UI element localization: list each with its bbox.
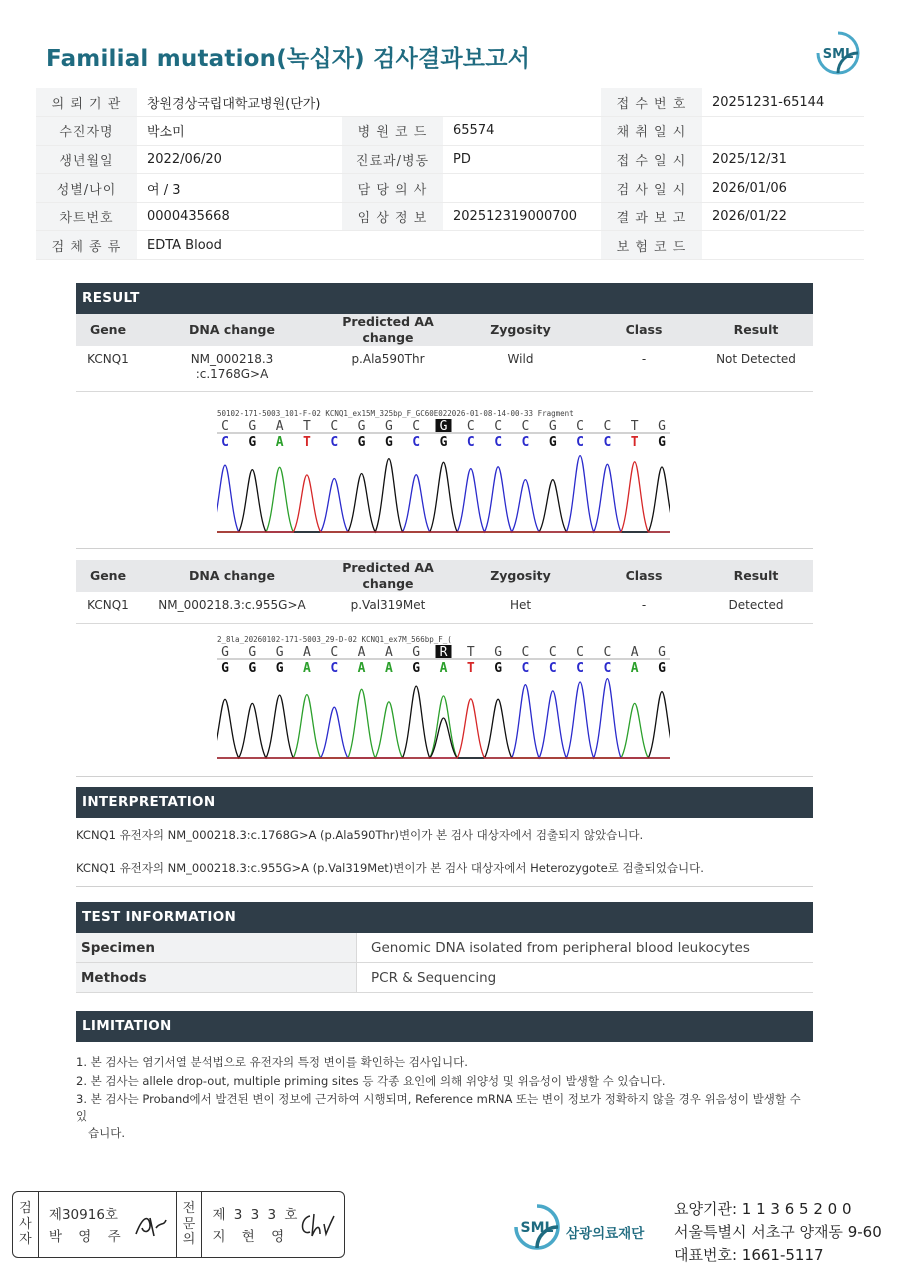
tester-name: 박 영 주 bbox=[48, 1229, 127, 1245]
info-empty bbox=[443, 231, 601, 260]
called-base: G bbox=[658, 435, 666, 450]
reference-base: G bbox=[548, 419, 557, 434]
called-base: G bbox=[548, 435, 557, 450]
info-label: 접 수 번 호 bbox=[601, 88, 702, 117]
cell-result: Detected bbox=[728, 598, 784, 612]
info-value: 65574 bbox=[443, 117, 601, 146]
divider bbox=[76, 886, 813, 887]
info-empty bbox=[342, 231, 443, 260]
called-base: A bbox=[275, 435, 284, 450]
col-zygosity: Zygosity bbox=[490, 322, 551, 338]
foundation-name: 삼광의료재단 bbox=[566, 1226, 645, 1242]
called-base: G bbox=[658, 661, 666, 676]
called-base: A bbox=[384, 661, 393, 676]
reference-base: C bbox=[330, 419, 339, 434]
tester-label: 검 사 자 bbox=[13, 1192, 39, 1257]
reference-base: C bbox=[466, 419, 475, 434]
info-label: 차트번호 bbox=[36, 202, 137, 231]
called-base: G bbox=[384, 435, 393, 450]
chromatogram-2-trace bbox=[217, 634, 670, 762]
info-label: 병 원 코 드 bbox=[342, 117, 443, 146]
sml-logo-icon bbox=[812, 30, 864, 76]
called-base: C bbox=[603, 661, 612, 676]
called-base: A bbox=[630, 661, 639, 676]
reference-base: C bbox=[521, 419, 530, 434]
info-label: 성별/나이 bbox=[36, 174, 137, 203]
info-value: EDTA Blood bbox=[137, 231, 342, 260]
called-base: A bbox=[439, 661, 448, 676]
info-value bbox=[702, 117, 864, 146]
info-value: 2026/01/22 bbox=[702, 202, 864, 231]
reference-base: G bbox=[439, 419, 448, 434]
called-base: C bbox=[521, 435, 530, 450]
reference-base: C bbox=[412, 419, 421, 434]
col-gene: Gene bbox=[89, 322, 127, 338]
interpretation-line-1: KCNQ1 유전자의 NM_000218.3:c.1768G>A (p.Ala590Thr)변이가 본 검사 대상자에서 검출되지 않았습니다. bbox=[76, 828, 644, 842]
cell-zygosity: Wild bbox=[507, 352, 534, 366]
reference-base: G bbox=[275, 645, 284, 660]
info-value: PD bbox=[443, 145, 601, 174]
col-gene: Gene bbox=[89, 568, 127, 584]
tester-signature-icon bbox=[132, 1210, 168, 1240]
called-base: G bbox=[439, 435, 448, 450]
info-value bbox=[702, 231, 864, 260]
limitation-line-2: 2. 본 검사는 allele drop-out, multiple priming sites 등 각종 요인에 의해 위양성 및 위음성이 발생할 수 있습니다. bbox=[76, 1074, 666, 1088]
reference-base: G bbox=[357, 419, 366, 434]
institution-code: 요양기관: 1 1 3 6 5 2 0 0 bbox=[674, 1200, 852, 1218]
reference-base: G bbox=[658, 645, 666, 660]
trace-file-label: 2_8la_20260102-171-5003_29-D-02 KCNQ1_ex7M_566bp_F_( bbox=[217, 635, 452, 644]
cell-dna: NM_000218.3:c.955G>A bbox=[158, 598, 306, 612]
trace-channel-A bbox=[217, 467, 670, 532]
trace-channel-T bbox=[217, 462, 670, 532]
reference-base: A bbox=[357, 645, 366, 660]
tester-cell bbox=[39, 1192, 177, 1257]
trace-channel-A bbox=[217, 689, 670, 758]
svg-text:SML: SML bbox=[822, 47, 854, 62]
reference-base: A bbox=[275, 419, 284, 434]
tester-license: 제30916호 bbox=[48, 1207, 118, 1223]
called-base: C bbox=[412, 435, 421, 450]
svg-text:SML: SML bbox=[520, 1220, 554, 1236]
result-section-2 bbox=[76, 560, 813, 624]
specialist-name: 지 현 영 bbox=[212, 1229, 291, 1245]
info-value: 20251231-65144 bbox=[702, 88, 864, 117]
reference-base: R bbox=[439, 645, 448, 660]
col-class: Class bbox=[625, 322, 663, 338]
col-result: Result bbox=[733, 568, 779, 584]
interpretation-section bbox=[76, 787, 813, 876]
reference-base: A bbox=[384, 645, 393, 660]
reference-base: C bbox=[576, 645, 584, 660]
info-value: 2026/01/06 bbox=[702, 174, 864, 203]
result-title: RESULT bbox=[76, 283, 813, 314]
info-label: 결 과 보 고 bbox=[601, 202, 702, 231]
footer-contact bbox=[674, 1198, 882, 1267]
reference-base: G bbox=[248, 419, 257, 434]
called-base: T bbox=[466, 661, 475, 676]
reference-base: G bbox=[248, 645, 257, 660]
specimen-value: Genomic DNA isolated from peripheral blood leukocytes bbox=[371, 939, 750, 956]
called-base: T bbox=[303, 435, 311, 450]
reference-base: T bbox=[303, 419, 311, 434]
reference-base: G bbox=[494, 645, 503, 660]
called-base: A bbox=[303, 661, 311, 676]
called-base: C bbox=[494, 435, 503, 450]
called-base: C bbox=[548, 661, 557, 676]
info-value: 202512319000700 bbox=[443, 202, 601, 231]
called-base: G bbox=[248, 435, 257, 450]
reference-base: C bbox=[330, 645, 339, 660]
specialist-signature-icon bbox=[296, 1210, 336, 1240]
reference-base: C bbox=[548, 645, 557, 660]
reference-base: C bbox=[603, 419, 612, 434]
chromatogram-1-trace bbox=[217, 408, 670, 536]
limitation-line-3: 3. 본 검사는 Proband에서 발견된 변이 정보에 근거하여 시행되며, Reference mRNA 또는 변이 정보가 정확하지 않을 경우 위음성이 발생할 수 있 bbox=[76, 1092, 801, 1123]
info-label: 접 수 일 시 bbox=[601, 145, 702, 174]
trace-file-label: 50102-171-5003_101-F-02 KCNQ1_ex15M_325bp_F_GC60E022026-01-08-14-00-33 Fragment bbox=[217, 409, 574, 418]
info-label: 의 뢰 기 관 bbox=[36, 88, 137, 117]
chromatogram-1 bbox=[217, 408, 670, 536]
info-value: 0000435668 bbox=[137, 202, 342, 231]
called-base: C bbox=[576, 435, 584, 450]
cell-zygosity: Het bbox=[509, 598, 532, 612]
cell-aa: p.Ala590Thr bbox=[351, 352, 425, 366]
interpretation-title: INTERPRETATION bbox=[76, 787, 813, 818]
specialist-license: 제 3 3 3 호 bbox=[212, 1207, 300, 1223]
called-base: G bbox=[221, 661, 229, 676]
reference-base: G bbox=[412, 645, 421, 660]
info-value: 2025/12/31 bbox=[702, 145, 864, 174]
info-value: 박소미 bbox=[137, 117, 342, 146]
called-base: G bbox=[248, 661, 257, 676]
col-dna-change: DNA change bbox=[189, 322, 275, 338]
reference-base: G bbox=[658, 419, 666, 434]
divider bbox=[76, 776, 813, 777]
called-base: T bbox=[630, 435, 639, 450]
specimen-label: Specimen bbox=[76, 933, 357, 962]
reference-base: C bbox=[603, 645, 612, 660]
called-base: G bbox=[494, 661, 503, 676]
reference-base: G bbox=[221, 645, 229, 660]
reference-base: T bbox=[466, 645, 475, 660]
result-section bbox=[76, 283, 813, 392]
patient-info-table bbox=[36, 88, 864, 260]
address: 서울특별시 서초구 양재동 9-60 bbox=[674, 1223, 882, 1241]
specimen-row bbox=[76, 933, 813, 963]
called-base: C bbox=[221, 435, 229, 450]
called-base: C bbox=[466, 435, 475, 450]
info-label: 담 당 의 사 bbox=[342, 174, 443, 203]
methods-label: Methods bbox=[76, 963, 357, 992]
limitation-title: LIMITATION bbox=[76, 1011, 813, 1042]
info-label: 채 취 일 시 bbox=[601, 117, 702, 146]
info-label: 검 체 종 류 bbox=[36, 231, 137, 260]
called-base: G bbox=[275, 661, 284, 676]
interpretation-line-2: KCNQ1 유전자의 NM_000218.3:c.955G>A (p.Val319Met)변이가 본 검사 대상자에서 Heterozygote로 검출되었습니다. bbox=[76, 861, 704, 875]
reference-base: G bbox=[384, 419, 393, 434]
cell-class: - bbox=[641, 352, 647, 366]
reference-base: C bbox=[221, 419, 229, 434]
limitation-line-4: 습니다. bbox=[88, 1126, 125, 1140]
phone: 대표번호: 1661-5117 bbox=[674, 1246, 824, 1264]
table-row bbox=[76, 592, 813, 624]
info-value bbox=[443, 174, 601, 203]
called-base: G bbox=[357, 435, 366, 450]
specialist-label: 전 문 의 bbox=[177, 1192, 203, 1257]
info-label: 임 상 정 보 bbox=[342, 202, 443, 231]
specialist-cell bbox=[202, 1192, 344, 1257]
called-base: G bbox=[412, 661, 421, 676]
reference-base: C bbox=[494, 419, 503, 434]
reference-base: C bbox=[521, 645, 530, 660]
col-aa-change: Predicted AA change bbox=[342, 560, 434, 591]
called-base: C bbox=[576, 661, 584, 676]
table-row bbox=[76, 346, 813, 392]
test-information-title: TEST INFORMATION bbox=[76, 902, 813, 933]
result-header-row-2 bbox=[76, 560, 813, 592]
limitation-section bbox=[76, 1011, 813, 1142]
signature-box bbox=[12, 1191, 345, 1258]
col-zygosity: Zygosity bbox=[490, 568, 551, 584]
cell-aa: p.Val319Met bbox=[350, 598, 426, 612]
info-label: 진료과/병동 bbox=[342, 145, 443, 174]
reference-base: C bbox=[576, 419, 584, 434]
called-base: C bbox=[521, 661, 530, 676]
info-label: 보 험 코 드 bbox=[601, 231, 702, 260]
info-label: 검 사 일 시 bbox=[601, 174, 702, 203]
called-base: C bbox=[603, 435, 612, 450]
reference-base: A bbox=[303, 645, 311, 660]
reference-base: T bbox=[630, 419, 639, 434]
cell-result: Not Detected bbox=[716, 352, 796, 366]
methods-value: PCR & Sequencing bbox=[371, 969, 497, 986]
cell-gene: KCNQ1 bbox=[87, 352, 129, 366]
info-label: 수진자명 bbox=[36, 117, 137, 146]
info-label: 생년월일 bbox=[36, 145, 137, 174]
cell-class: - bbox=[641, 598, 647, 612]
info-value: 창원경상국립대학교병원(단가) bbox=[137, 88, 601, 117]
cell-dna: NM_000218.3 :c.1768G>A bbox=[190, 352, 274, 381]
test-information-section bbox=[76, 902, 813, 993]
cell-gene: KCNQ1 bbox=[87, 598, 129, 612]
col-aa-change: Predicted AA change bbox=[342, 314, 434, 345]
col-result: Result bbox=[733, 322, 779, 338]
called-base: C bbox=[330, 661, 339, 676]
result-header-row bbox=[76, 314, 813, 346]
reference-base: A bbox=[630, 645, 639, 660]
info-value: 여 / 3 bbox=[137, 174, 342, 203]
info-value: 2022/06/20 bbox=[137, 145, 342, 174]
limitation-line-1: 1. 본 검사는 염기서열 분석법으로 유전자의 특정 변이를 확인하는 검사입니다. bbox=[76, 1055, 468, 1069]
report-title: Familial mutation(녹십자) 검사결과보고서 bbox=[46, 46, 531, 72]
called-base: C bbox=[330, 435, 339, 450]
methods-row bbox=[76, 963, 813, 993]
col-dna-change: DNA change bbox=[189, 568, 275, 584]
called-base: A bbox=[357, 661, 366, 676]
sml-footer-logo-icon bbox=[512, 1202, 562, 1252]
trace-channel-G bbox=[217, 686, 670, 758]
col-class: Class bbox=[625, 568, 663, 584]
chromatogram-2 bbox=[217, 634, 670, 762]
divider bbox=[76, 548, 813, 549]
